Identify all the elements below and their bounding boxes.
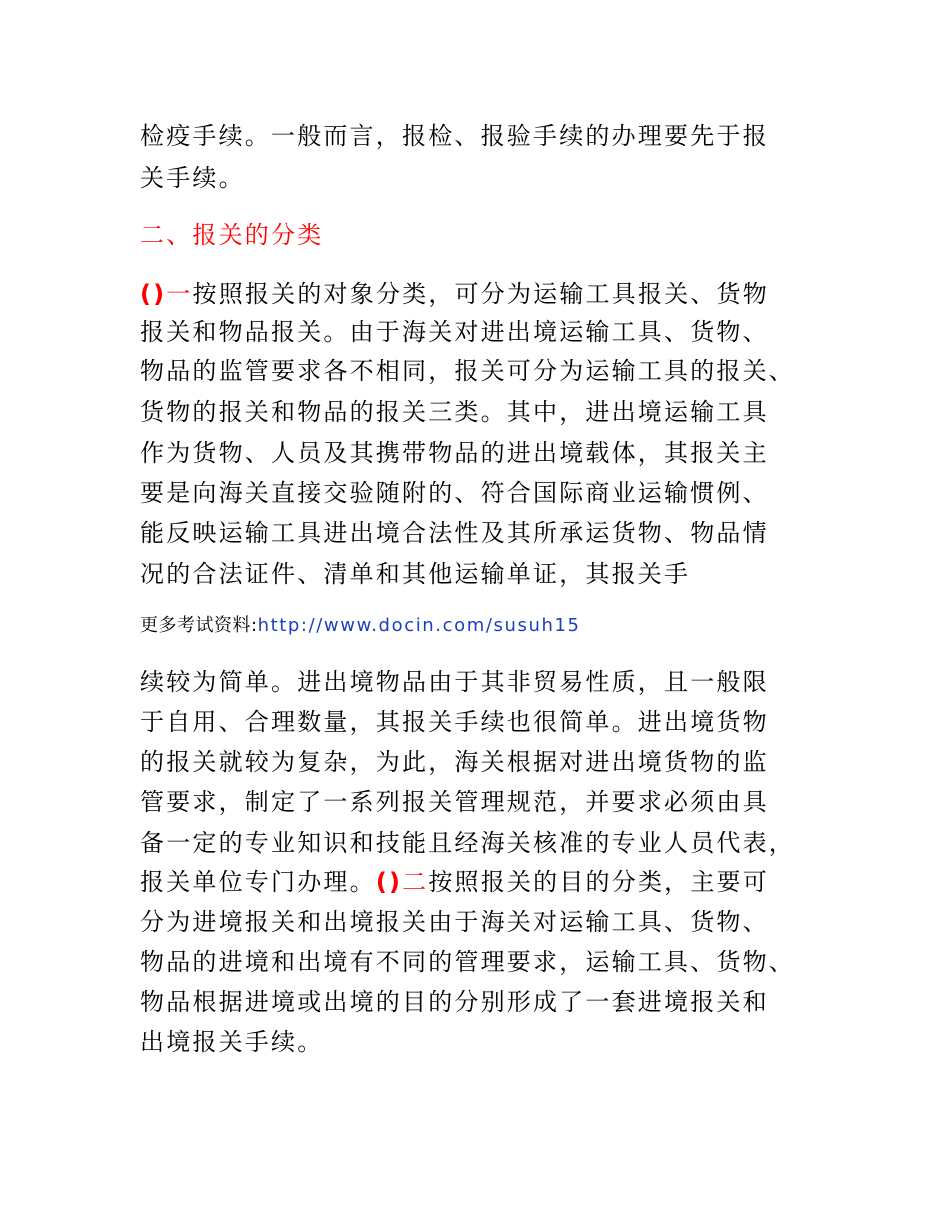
- footer-reference: [140, 612, 581, 640]
- paragraph-line: 的报关就较为复杂，为此，海关根据对进出境货物的监: [140, 748, 769, 776]
- paragraph-line: 物品的监管要求各不相同，报关可分为运输工具的报关、: [140, 357, 795, 385]
- paragraph-line: 货物的报关和物品的报关三类。其中，进出境运输工具: [140, 398, 769, 426]
- paragraph-line: 续较为简单。进出境物品由于其非贸易性质，且一般限: [140, 668, 769, 696]
- paragraph-line: 要是向海关直接交验随附的、符合国际商业运输惯例、: [140, 479, 769, 507]
- footer-link[interactable]: http://www.docin.com/susuh15: [257, 615, 581, 636]
- paragraph-line: 于自用、合理数量，其报关手续也很简单。进出境货物: [140, 708, 769, 736]
- paragraph-text: 报关单位专门办理。: [140, 868, 376, 896]
- paragraph-line: 出境报关手续。: [140, 1028, 324, 1056]
- section-marker-paren: (): [375, 868, 403, 896]
- paragraph-line: 作为货物、人员及其携带物品的进出境载体，其报关主: [140, 439, 769, 467]
- section-marker-paren: (): [140, 280, 167, 308]
- section-marker-number: 一: [166, 280, 193, 308]
- paragraph-text: 按照报关的目的分类，主要可: [428, 868, 769, 896]
- paragraph-line: 备一定的专业知识和技能且经海关核准的专业人员代表，: [140, 829, 795, 857]
- paragraph-line: 管要求，制定了一系列报关管理规范，并要求必须由具: [140, 788, 769, 816]
- footer-label: 更多考试资料:: [140, 615, 258, 636]
- paragraph-line: 能反映运输工具进出境合法性及其所承运货物、物品情: [140, 519, 769, 547]
- paragraph-line: 检疫手续。一般而言，报检、报验手续的办理要先于报: [140, 122, 769, 150]
- paragraph-line: 报关和物品报关。由于海关对进出境运输工具、货物、: [140, 318, 769, 346]
- paragraph-line: [140, 279, 769, 309]
- paragraph-line: 物品的进境和出境有不同的管理要求，运输工具、货物、: [140, 948, 795, 976]
- section-marker-number: 二: [402, 868, 429, 896]
- paragraph-line: 况的合法证件、清单和其他运输单证，其报关手: [140, 560, 691, 588]
- paragraph-line: 物品根据进境或出境的目的分别形成了一套进境报关和: [140, 988, 769, 1016]
- paragraph-line: [140, 867, 769, 897]
- section-heading: 二、报关的分类: [140, 221, 324, 249]
- paragraph-line: 关手续。: [140, 164, 245, 192]
- paragraph-line: 分为进境报关和出境报关由于海关对运输工具、货物、: [140, 908, 769, 936]
- paragraph-text: 按照报关的对象分类，可分为运输工具报关、货物: [192, 280, 769, 308]
